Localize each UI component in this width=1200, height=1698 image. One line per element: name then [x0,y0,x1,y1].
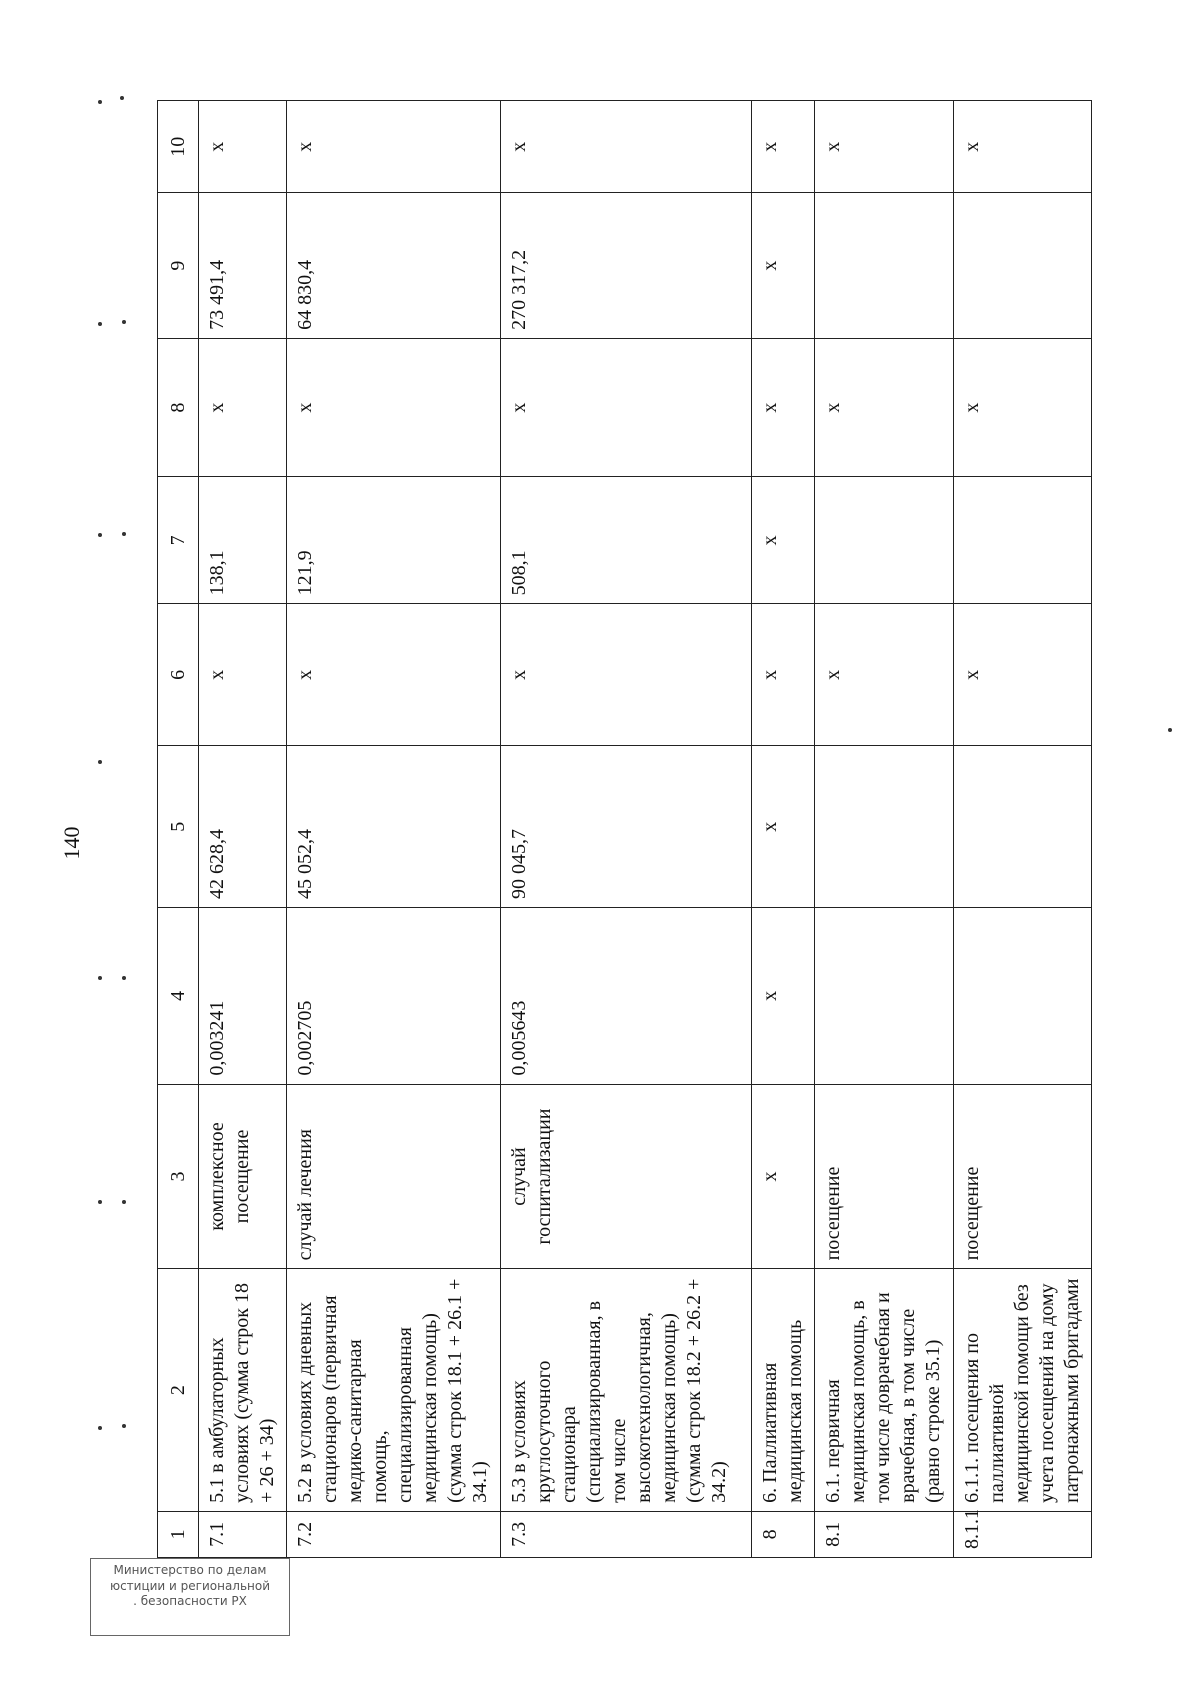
registration-stamp [90,1558,290,1636]
row-value-4 [953,908,1092,1085]
row-value-9 [815,193,953,338]
scan-dot [122,976,126,980]
row-value-10: х [751,101,814,193]
row-value-9: 73 491,4 [199,193,287,338]
row-unit: случай госпитализации [501,1084,752,1269]
scan-dot [98,976,102,980]
row-value-4: 0,003241 [199,908,287,1085]
data-table [157,100,1092,1558]
row-value-4 [815,908,953,1085]
row-name: 5.3 в условиях круглосуточного стационара (специализированная, в том числе высокотехнологичная, медицинская помощь) (сумма строк 18.2 + 26.2 + 34.2) [501,1269,752,1511]
row-unit: комплексное посещение [199,1084,287,1269]
row-value-10: х [815,101,953,193]
scan-dot [98,100,102,104]
row-name: 5.1 в амбулаторных условиях (сумма строк 18 + 26 + 34) [199,1269,287,1511]
row-value-5: 90 045,7 [501,746,752,908]
scan-dot [98,1426,102,1430]
row-value-7: 138,1 [199,477,287,604]
row-name: 6.1.1. посещения по паллиативной медицинской помощи без учета посещений на дому патронажными бригадами [953,1269,1092,1511]
header-cell-9: 9 [158,193,199,338]
row-value-8: х [751,338,814,477]
row-value-7: 508,1 [501,477,752,604]
row-number: 8.1 [815,1511,953,1557]
header-cell-7: 7 [158,477,199,604]
page-number: 140 [59,826,84,860]
row-value-6: х [815,604,953,746]
table-row [815,101,953,1558]
row-value-9: 64 830,4 [287,193,501,338]
row-number: 7.3 [501,1511,752,1557]
scan-dot [120,96,124,100]
row-value-6: х [751,604,814,746]
row-value-5 [953,746,1092,908]
scan-dot [122,1200,126,1204]
stamp-line: . безопасности РХ [133,1594,247,1609]
header-cell-2: 2 [158,1269,199,1511]
row-unit: х [751,1084,814,1269]
row-value-6: х [501,604,752,746]
row-value-6: х [199,604,287,746]
row-unit: случай лечения [287,1084,501,1269]
row-value-6: х [953,604,1092,746]
row-value-9: 270 317,2 [501,193,752,338]
row-value-7: х [751,477,814,604]
row-value-4: 0,002705 [287,908,501,1085]
table-row [199,101,287,1558]
scan-dot [122,320,126,324]
header-cell-5: 5 [158,746,199,908]
header-cell-4: 4 [158,908,199,1085]
row-value-9: х [751,193,814,338]
row-name: 6.1. первичная медицинская помощь, в том числе доврачебная и врачебная, в том числе (равно строке 35.1) [815,1269,953,1511]
scan-dot [122,532,126,536]
table-container [157,100,1092,1558]
header-cell-6: 6 [158,604,199,746]
scan-dot [98,760,102,764]
stamp-line: Министерство по делам [113,1563,267,1577]
row-number: 8.1.1 [953,1511,1092,1557]
row-number: 8 [751,1511,814,1557]
row-number: 7.2 [287,1511,501,1557]
table-row [751,101,814,1558]
row-value-10: х [953,101,1092,193]
row-value-7: 121,9 [287,477,501,604]
row-value-8: х [815,338,953,477]
row-value-6: х [287,604,501,746]
table-row [953,101,1092,1558]
table-row [287,101,501,1558]
row-unit: посещение [815,1084,953,1269]
row-value-8: х [287,338,501,477]
row-value-5: 45 052,4 [287,746,501,908]
table-row [501,101,752,1558]
row-value-10: х [501,101,752,193]
scan-dot [122,1424,126,1428]
scan-dot [98,533,102,537]
stamp-line: юстиции и региональной [109,1578,271,1593]
row-value-4: х [751,908,814,1085]
row-name: 5.2 в условиях дневных стационаров (первичная медико-санитарная помощь, специализированная медицинская помощь) (сумма строк 18.1 + 26.1 + 34.1) [287,1269,501,1511]
row-value-7 [953,477,1092,604]
scan-dot [98,322,102,326]
row-name: 6. Паллиативная медицинская помощь [751,1269,814,1511]
row-number: 7.1 [199,1511,287,1557]
header-row [158,101,199,1558]
row-value-9 [953,193,1092,338]
row-value-7 [815,477,953,604]
row-value-8: х [953,338,1092,477]
row-value-5: 42 628,4 [199,746,287,908]
row-value-5 [815,746,953,908]
row-value-4: 0,005643 [501,908,752,1085]
row-value-5: х [751,746,814,908]
scan-dot [98,1200,102,1204]
scan-dot [1168,728,1172,732]
header-cell-10: 10 [158,101,199,193]
row-value-8: х [501,338,752,477]
header-cell-8: 8 [158,338,199,477]
header-cell-3: 3 [158,1084,199,1269]
row-value-10: х [199,101,287,193]
row-value-8: х [199,338,287,477]
row-value-10: х [287,101,501,193]
header-cell-1: 1 [158,1511,199,1557]
row-unit: посещение [953,1084,1092,1269]
